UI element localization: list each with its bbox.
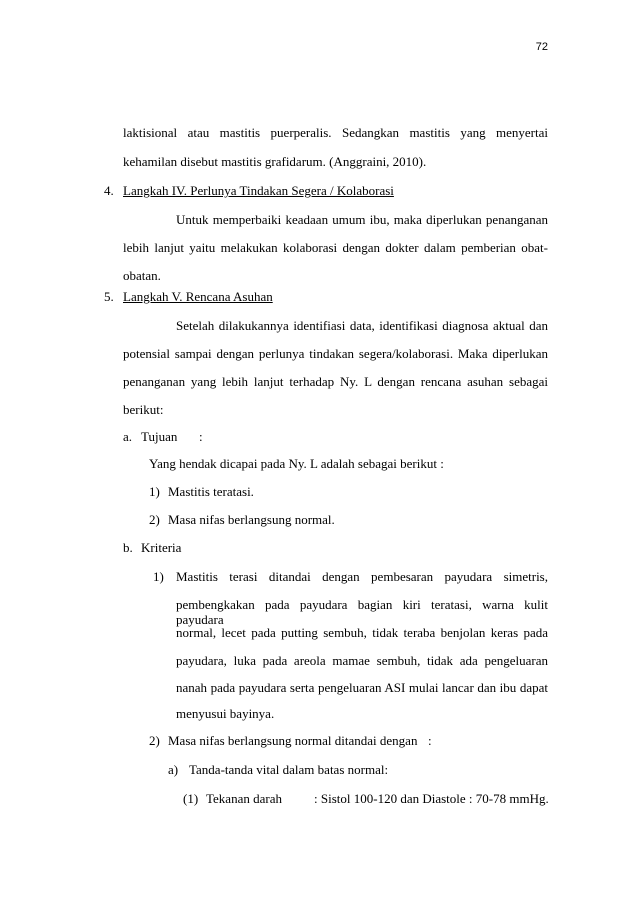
list-number: 2): [149, 733, 160, 748]
list-number: 2): [149, 512, 160, 527]
section-heading: Langkah V. Rencana Asuhan: [123, 289, 273, 304]
paragraph-line: obatan.: [123, 268, 161, 283]
paragraph-line: Mastitis terasi ditandai dengan pembesaran payudara simetris,: [176, 569, 548, 584]
paragraph-line: Untuk memperbaiki keadaan umum ibu, maka diperlukan penanganan: [176, 212, 548, 227]
list-item-value: : Sistol 100-120 dan Diastole : 70-78 mmHg.: [314, 791, 549, 806]
paragraph-line: laktisional atau mastitis puerperalis. Sedangkan mastitis yang menyertai: [123, 125, 548, 140]
paragraph-line: Setelah dilakukannya identifiasi data, identifikasi diagnosa aktual dan: [176, 318, 548, 333]
paragraph-line: kehamilan disebut mastitis grafidarum. (Anggraini, 2010).: [123, 154, 427, 169]
paragraph-line: Yang hendak dicapai pada Ny. L adalah sebagai berikut :: [149, 456, 444, 471]
list-number: (1): [183, 791, 199, 806]
list-item-text: Tanda-tanda vital dalam batas normal:: [189, 762, 389, 777]
paragraph-line: menyusui bayinya.: [176, 706, 275, 721]
paragraph-line: penanganan yang lebih lanjut terhadap Ny. L dengan rencana asuhan sebagai: [123, 374, 548, 389]
list-item-text: Mastitis teratasi.: [168, 484, 254, 499]
list-number: 5.: [104, 289, 114, 304]
list-letter: a.: [123, 429, 133, 444]
paragraph-line: payudara, luka pada areola mamae sembuh, tidak ada pengeluaran: [176, 653, 548, 668]
paragraph-line: normal, lecet pada putting sembuh, tidak teraba benjolan keras pada: [176, 625, 548, 640]
list-item-text: Masa nifas berlangsung normal ditandai dengan: [168, 733, 418, 748]
paragraph-line: pembengkakan pada payudara bagian kiri teratasi, warna kulit payudara: [176, 597, 548, 627]
paragraph-line: potensial sampai dengan perlunya tindakan segera/kolaborasi. Maka diperlukan: [123, 346, 548, 361]
colon: :: [199, 429, 203, 444]
sub-heading: Tujuan: [141, 429, 178, 444]
list-number: 1): [153, 569, 164, 584]
paragraph-line: lebih lanjut yaitu melakukan kolaborasi dengan dokter dalam pemberian obat-: [123, 240, 548, 255]
section-heading: Langkah IV. Perlunya Tindakan Segera / Kolaborasi: [123, 183, 394, 198]
paragraph-line: nanah pada payudara serta pengeluaran ASI mulai lancar dan ibu dapat: [176, 680, 548, 695]
list-item-text: Tekanan darah: [206, 791, 282, 806]
sub-heading: Kriteria: [141, 540, 182, 555]
list-letter: b.: [123, 540, 133, 555]
list-number: 4.: [104, 183, 114, 198]
list-item-text: Masa nifas berlangsung normal.: [168, 512, 335, 527]
paragraph-line: berikut:: [123, 402, 164, 417]
list-number: 1): [149, 484, 160, 499]
page-number: 72: [535, 41, 548, 53]
list-letter: a): [168, 762, 179, 777]
colon: :: [428, 733, 432, 748]
